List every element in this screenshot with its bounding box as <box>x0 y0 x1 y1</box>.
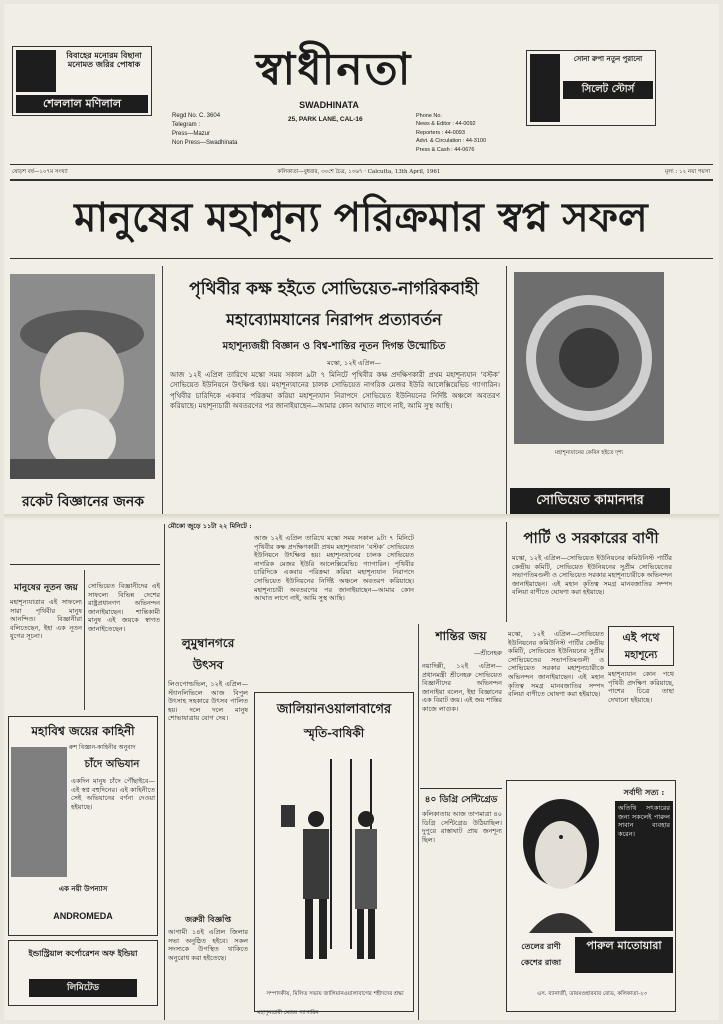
newspaper-page <box>4 4 719 1020</box>
dateline-left: ষোড়শ বর্ষ—১০৭ম সংখ্যা <box>12 169 68 175</box>
lead-right-rule <box>506 266 507 514</box>
party-headline: পার্টি ও সরকারের বাণী <box>523 529 659 547</box>
mahashunya-headline-2: মহাশূন্যে <box>624 650 658 661</box>
jallianwala-box <box>254 692 414 1012</box>
jallianwala-headline-2: স্মৃতি-বাষিকী <box>303 726 365 740</box>
lead-subhead: মহাশূন্যজয়ী বিজ্ঞান ও বিশ্ব-শান্তির নূতন দিগন্ত উন্মোচিত <box>222 341 446 352</box>
phone-reporters: Reporters : 44-0093 <box>416 129 465 136</box>
spacecraft-cabin-drawing <box>514 272 664 444</box>
lead-headline-2: মহাব্যোমযানের নিরাপদ প্রত্যাবর্তন <box>226 310 442 329</box>
lower-story-line: মৌকো জুড়ে ১১টা ২২ মিনিটে : <box>168 522 252 530</box>
gagarin-line: মহাশূন্যচারী মেজর গ্যাগারিন <box>257 1010 319 1016</box>
jallianwala-caption: সম্পাদকীয়, মিলিত সভায় জালিয়ানওয়ালাবাগের শহীদদের শ্রদ্ধা <box>266 991 404 997</box>
masthead-title: স্বাধীনতা <box>255 44 413 95</box>
mahabiswa-headline: মহাবিশ্ব জয়ের কাহিনী <box>31 724 135 738</box>
phone-advt: Advt. & Circulation : 44-3100 <box>416 138 487 145</box>
press: Press—Mazur <box>172 131 211 137</box>
degree-body: কলিকাতায় আজ তাপমাত্রা ৪০ ডিগ্রি সেন্টিগ্রেড উঠিয়াছিল। দুপুরে রাস্তাঘাট প্রায় জনশূন্য ছিল। <box>422 810 502 844</box>
lumumba-left-rule <box>164 524 165 1020</box>
dateline-middle: কলিকাতা—বুধবার, ৩০শে চৈত্র, ১৩৬৭ · Calcutta, 13th April, 1961 <box>277 169 441 175</box>
masthead-left-info <box>172 112 282 156</box>
paper-fold <box>4 514 719 520</box>
parul-advertisement <box>506 780 676 1012</box>
lead-body: আজ ১২ই এপ্রিল তারিখে মস্কো সময় সকাল ৯টা ৭ মিনিটে পৃথিবীর কক্ষ প্রদক্ষিণকারী প্রথম মহাশূন্যযান ‘বস্টক’ সোভিয়েত ইউনিয়নে উৎক্ষিপ্ত হয়। মহাশূন্যযানের চালক সোভিয়েত নাগরিক মেজর ইউরি আলেক্সিয়েভিচ গ্যাগারিন। পৃথিবীর চারিদিকে একবার পরিক্রমা করিয়া মহাশূন্যযান নিরাপদে সোভিয়েত ইউনিয়নের নির্দিষ্ট অঞ্চলে অবতরণ করিয়াছে। মহাশূন্যচারী অবতরণের পর জানাইয়াছেন—আমার কোন আঘাত লাগে নাই, আমি সুস্থ আছি। <box>170 371 500 411</box>
mahabiswa-box <box>8 716 158 936</box>
left-story-title: মানুষের নূতন জয় <box>14 583 78 593</box>
shanti-body: নয়াদিল্লী, ১২ই এপ্রিল—প্রধানমন্ত্রী শ্রীনেহরু সোভিয়েত বিজ্ঞানীদের অভিনন্দন জানাইয়া বলেন, ইহা বিজ্ঞানের এক বিরাট জয়। এই জয় শান্তির কাজে লাগুক। <box>422 662 502 713</box>
phone-news: News & Editor : 44-0092 <box>416 121 476 128</box>
left-photo-caption: রকেট বিজ্ঞানের জনক <box>21 494 145 510</box>
mahabiswa-ad-2: ANDROMEDA <box>53 911 113 921</box>
ad-brand: সিলেট স্টোর্স <box>563 81 653 99</box>
bottom-left-advertisement <box>8 940 158 1006</box>
lumumba-headline: লুমুম্বানগরে উৎসব <box>181 636 235 672</box>
lumumba-body: লিওপোল্ডভিল, ১২ই এপ্রিল—স্ট্যানলিভিলে আজ বিপুল উৎসাহ সহকারে উৎসব পালিত হয়। দলে দলে মানুষ শোভাযাত্রায় যোগ দেয়। <box>168 680 248 723</box>
dateline-rule <box>10 179 713 181</box>
degree-headline: ৪০ ডিগ্রি সেন্টিগ্রেড <box>424 795 498 805</box>
left-stories-divider <box>84 570 85 710</box>
left-story-col-b: সোভিয়েত বিজ্ঞানীদের এই সাফল্যে বিভিন্ন দেশের রাষ্ট্রপ্রধানগণ অভিনন্দন জানাইয়াছেন। শান্তিকামী মানুষ এই জয়কে স্বাগত জানাইতেছেন। <box>88 582 160 633</box>
party-body: মস্কো, ১২ই এপ্রিল—সোভিয়েত ইউনিয়নের কমিউনিস্ট পার্টির কেন্দ্রীয় কমিটি, সোভিয়েত ইউনিয়নের সুপ্রীম সোভিয়েতের সভাপতিমণ্ডলী ও সোভিয়েত সরকার মহাশূন্যচারীকে অভিনন্দন জানাইয়াছেন। এই মহান কৃতিত্ব সমগ্র মানবজাতির সম্পদ বলিয়া বাণীতে ঘোষণা করা হইয়াছে। <box>512 554 672 597</box>
mahabiswa-body: একদিন মানুষ চাঁদে পৌঁছাইবে—এই স্বপ্ন বহুদিনের। এই কাহিনীতে সেই অভিযানের বর্ণনা দেওয়া হইয়াছে। <box>71 777 155 811</box>
bottom-left-ad-line-1: ইন্ডাস্ট্রিয়াল কর্পোরেশন অফ ইন্ডিয়া <box>28 948 138 958</box>
mahashunya-headline-1: এই পথে <box>622 631 660 644</box>
ad-top-text: সোনা রুপা নতুন পুরানো <box>573 54 643 63</box>
scientist-photo <box>10 274 155 479</box>
mahabiswa-title-2: চাঁদে অভিযান <box>84 759 140 770</box>
bottom-left-ad-line-2: লিমিটেড <box>29 979 137 997</box>
market-note-body: আগামী ১৪ই এপ্রিল জিলার সভা অনুষ্ঠিত হইবে। সকল সদস্যকে উপস্থিত থাকিতে অনুরোধ করা হইতেছে। <box>168 928 248 962</box>
parul-tag-1: তেলের রাণী <box>521 941 561 951</box>
parul-tag-2: কেশের রাজা <box>520 957 562 967</box>
jallianwala-illustration <box>261 749 407 985</box>
parul-footer: এস. ব্যানার্জী, ডায়মণ্ডহারবার রোড, কলিকাতা-২৩ <box>536 991 648 997</box>
banner-rule <box>10 258 713 259</box>
masthead-rule <box>10 164 713 165</box>
lead-dateline: মস্কো, ১২ই এপ্রিল— <box>327 359 381 367</box>
mahabiswa-ad-1: এক নয়ী উপন্যাস <box>58 884 108 893</box>
phone-press: Press & Cash : 44-0676 <box>416 146 475 153</box>
middle-story-text: আজ ১২ই এপ্রিল তারিখে মস্কো সময় সকাল ৯টা ৭ মিনিটে পৃথিবীর কক্ষ প্রদক্ষিণকারী প্রথম মহাশূন্যযান ‘বস্টক’ সোভিয়েত ইউনিয়নে উৎক্ষিপ্ত হয়। মহাশূন্যযানের চালক সোভিয়েত নাগরিক মেজর ইউরি আলেক্সিয়েভিচ গ্যাগারিন। পৃথিবীর চারিদিকে একবার পরিক্রমা করিয়া মহাশূন্যযান নিরাপদে সোভিয়েত ইউনিয়নের নির্দিষ্ট অঞ্চলে অবতরণ করিয়াছে। মহাশূন্যচারী অবতরণের পর জানাইয়াছেন—আমার কোন আঘাত লাগে নাই, আমি সুস্থ আছি। <box>254 534 414 603</box>
mid-right-story: মস্কো, ১২ই এপ্রিল—সোভিয়েত ইউনিয়নের কমিউনিস্ট পার্টির কেন্দ্রীয় কমিটি, সোভিয়েত ইউনিয়নের সুপ্রীম সোভিয়েতের সভাপতিমণ্ডলী ও সোভিয়েত সরকার মহাশূন্যচারীকে অভিনন্দন জানাইয়াছেন। এই মহান কৃতিত্ব সমগ্র মানবজাতির সম্পদ বলিয়া বাণীতে ঘোষণা করা হইয়াছে। <box>508 630 604 699</box>
shanti-byline: —শ্রীনেহরু <box>473 649 502 657</box>
regd-no: Regd No. C. 3604 <box>172 113 221 119</box>
shanti-left-rule <box>418 624 419 1020</box>
shanti-headline: শান্তির জয় <box>435 629 487 643</box>
banner-headline: মানুষের মহাশূন্য পরিক্রমার স্বপ্ন সফল <box>74 194 648 241</box>
masthead-subtitle: SWADHINATA <box>299 100 359 110</box>
ad-brand: শেললাল মণিলাল <box>16 95 148 113</box>
non-press: Non Press—Swadhinata <box>172 140 238 146</box>
masthead-address: 25, PARK LANE, CAL-16 <box>288 116 363 123</box>
sarbadi-headline: সর্বাদী সত্য : <box>623 787 665 797</box>
ad-jewel-illustration <box>530 54 560 122</box>
phone-label: Phone No. <box>416 113 442 119</box>
mahabiswa-subhead: রুশ বিজ্ঞান-কাহিনীর অনুবাদ <box>69 744 136 751</box>
masthead-phone-info <box>416 112 516 162</box>
left-advertisement <box>12 46 152 116</box>
right-photo-caption: সোভিয়েত কামানদার <box>510 488 670 514</box>
parul-brand: পারুল মাতোয়ারা <box>575 937 673 973</box>
sarbadi-body: অতিথি সৎকারের জন্য সকলেই পারুল সাবান ব্যবহার করেন। <box>615 801 673 931</box>
right-photo-note: মহাশূন্যযানের কেবিন হইতে দৃশ্য <box>554 450 624 456</box>
degree-rule <box>420 788 502 789</box>
telegram: Telegram : <box>172 122 201 128</box>
market-note-headline: জরুরী বিজ্ঞপ্তি <box>184 914 232 924</box>
left-story-col-a: মহাশূন্যযাত্রার এই সাফল্যে সারা পৃথিবীর মানুষ আনন্দিত। বিজ্ঞানীরা বলিতেছেন, ইহা এক নূতন যুগের সূচনা। <box>10 598 82 641</box>
lead-left-rule <box>162 266 163 514</box>
lead-headline-1: পৃথিবীর কক্ষ হইতে সোভিয়েত-নাগরিকবাহী <box>189 279 479 299</box>
ad-top-text: বিবাহের মনোরম বিছানা মনোমত জরির পোষাক <box>66 50 142 69</box>
spacecraft-photo <box>514 272 664 444</box>
dateline-right: মূল্য : ১২ নয়া পয়সা <box>664 169 710 175</box>
mahashunya-body: মহাশূন্যযান কোন পথে পৃথিবী প্রদক্ষিণ করিয়াছে, পাশের চিত্রে তাহা দেখানো হইয়াছে। <box>608 670 674 704</box>
party-left-rule <box>506 522 507 622</box>
ad-illustration <box>16 50 56 92</box>
scientist-portrait-drawing <box>10 274 155 479</box>
parul-portrait <box>511 785 611 933</box>
mahashunya-box <box>608 626 674 666</box>
left-stories-rule <box>10 564 160 565</box>
right-advertisement <box>526 50 656 126</box>
mahabiswa-illustration <box>11 747 67 877</box>
jallianwala-headline-1: জালিয়ানওয়ালাবাগের <box>276 702 392 717</box>
